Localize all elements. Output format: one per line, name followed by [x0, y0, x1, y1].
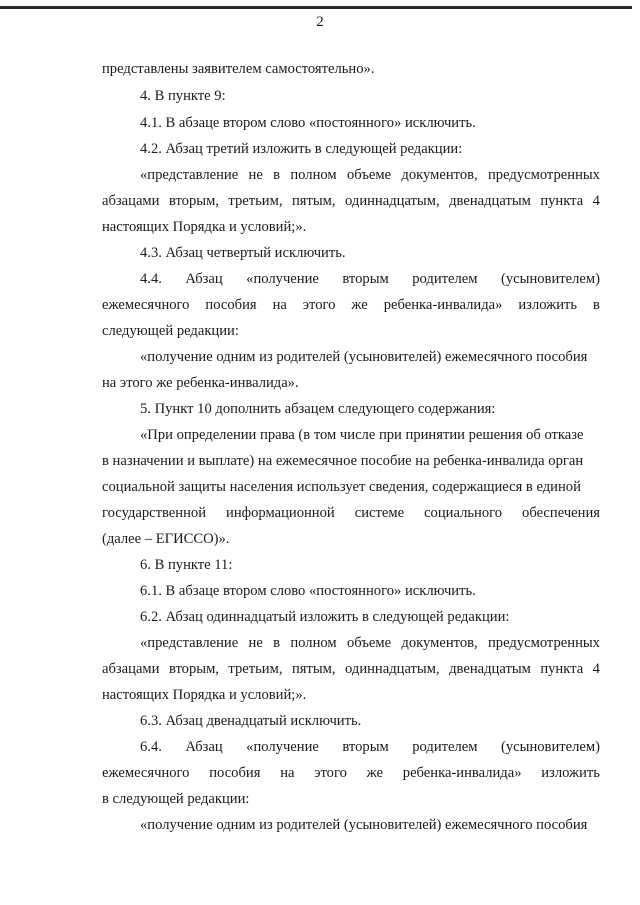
- word: в: [593, 297, 600, 313]
- word: же: [366, 765, 384, 781]
- word: обеспечения: [522, 505, 600, 521]
- text-line: «получение одним из родителей (усыновителей) ежемесячного пособия: [140, 349, 588, 365]
- word: «представление: [140, 167, 239, 183]
- text-line: [102, 296, 600, 314]
- word: 4: [592, 193, 600, 209]
- word: государственной: [102, 505, 207, 521]
- word: Абзац: [185, 739, 223, 755]
- top-border-rule: [0, 6, 632, 9]
- text-line: «При определении права (в том числе при принятии решения об отказе: [140, 427, 584, 443]
- text-line: [140, 738, 600, 756]
- word: же: [351, 297, 368, 313]
- word: вторым,: [168, 661, 219, 677]
- text-line: 4.2. Абзац третий изложить в следующей редакции:: [140, 141, 463, 157]
- word: ребенка-инвалида»: [383, 297, 503, 313]
- page-number: 2: [316, 14, 324, 30]
- word: абзацами: [102, 661, 160, 677]
- text-line: на этого же ребенка-инвалида».: [102, 375, 299, 391]
- word: 4.4.: [140, 271, 162, 287]
- text-line: следующей редакции:: [102, 323, 239, 339]
- text-line: 6.1. В абзаце втором слово «постоянного» исключить.: [140, 583, 476, 599]
- word: третьим,: [228, 661, 283, 677]
- word: пособия: [209, 765, 261, 781]
- word: изложить: [518, 297, 578, 313]
- word: ежемесячного: [102, 765, 190, 781]
- word: вторым,: [168, 193, 219, 209]
- word: одиннадцатым,: [345, 661, 440, 677]
- word: объеме: [346, 167, 392, 183]
- word: пятым,: [291, 661, 336, 677]
- word: пункта: [540, 193, 584, 209]
- word: «представление: [140, 635, 239, 651]
- word: информационной: [226, 505, 335, 521]
- text-line: 4. В пункте 9:: [140, 88, 226, 104]
- text-line: в следующей редакции:: [102, 791, 250, 807]
- word: предусмотренных: [488, 167, 600, 183]
- word: этого: [302, 297, 336, 313]
- word: одиннадцатым,: [345, 193, 440, 209]
- word: документов,: [401, 635, 478, 651]
- text-line: [102, 764, 600, 782]
- text-line: [102, 660, 600, 678]
- text-line: представлены заявителем самостоятельно».: [102, 61, 375, 77]
- text-line: 6. В пункте 11:: [140, 557, 233, 573]
- word: социального: [424, 505, 503, 521]
- text-line: [102, 504, 600, 522]
- word: в: [273, 167, 281, 183]
- word: изложить: [541, 765, 600, 781]
- word: третьим,: [228, 193, 283, 209]
- text-line: 4.1. В абзаце втором слово «постоянного» исключить.: [140, 115, 476, 131]
- text-line: [140, 166, 600, 184]
- word: ежемесячного: [102, 297, 190, 313]
- word: «получение: [246, 739, 319, 755]
- text-line: настоящих Порядка и условий;».: [102, 219, 307, 235]
- text-line: 6.2. Абзац одиннадцатый изложить в следующей редакции:: [140, 609, 510, 625]
- word: Абзац: [185, 271, 223, 287]
- word: полном: [290, 635, 337, 651]
- text-line: 5. Пункт 10 дополнить абзацем следующего содержания:: [140, 401, 496, 417]
- word: абзацами: [102, 193, 160, 209]
- word: вторым: [342, 271, 389, 287]
- word: 6.4.: [140, 739, 162, 755]
- word: 4: [592, 661, 600, 677]
- word: в: [273, 635, 281, 651]
- word: (усыновителем): [501, 739, 600, 755]
- text-line: 6.3. Абзац двенадцатый исключить.: [140, 713, 362, 729]
- word: пункта: [540, 661, 584, 677]
- word: родителем: [412, 739, 478, 755]
- word: ребенка-инвалида»: [402, 765, 522, 781]
- word: «получение: [246, 271, 319, 287]
- text-line: [140, 634, 600, 652]
- word: двенадцатым: [449, 193, 531, 209]
- word: объеме: [346, 635, 392, 651]
- text-line: 4.3. Абзац четвертый исключить.: [140, 245, 346, 261]
- word: документов,: [401, 167, 478, 183]
- word: на: [272, 297, 287, 313]
- word: на: [280, 765, 295, 781]
- text-line: (далее – ЕГИССО)».: [102, 531, 230, 547]
- word: полном: [290, 167, 337, 183]
- text-line: «получение одним из родителей (усыновителей) ежемесячного пособия: [140, 817, 588, 833]
- word: двенадцатым: [449, 661, 531, 677]
- text-line: [140, 270, 600, 288]
- word: системе: [354, 505, 405, 521]
- word: родителем: [412, 271, 478, 287]
- word: этого: [314, 765, 347, 781]
- word: (усыновителем): [501, 271, 600, 287]
- text-line: в назначении и выплате) на ежемесячное пособие на ребенка-инвалида орган: [102, 453, 584, 469]
- text-line: настоящих Порядка и условий;».: [102, 687, 307, 703]
- word: не: [248, 635, 263, 651]
- word: предусмотренных: [488, 635, 600, 651]
- word: вторым: [342, 739, 389, 755]
- text-line: социальной защиты населения использует сведения, содержащиеся в единой: [102, 479, 581, 495]
- word: не: [248, 167, 263, 183]
- word: пятым,: [291, 193, 336, 209]
- word: пособия: [205, 297, 257, 313]
- text-line: [102, 192, 600, 210]
